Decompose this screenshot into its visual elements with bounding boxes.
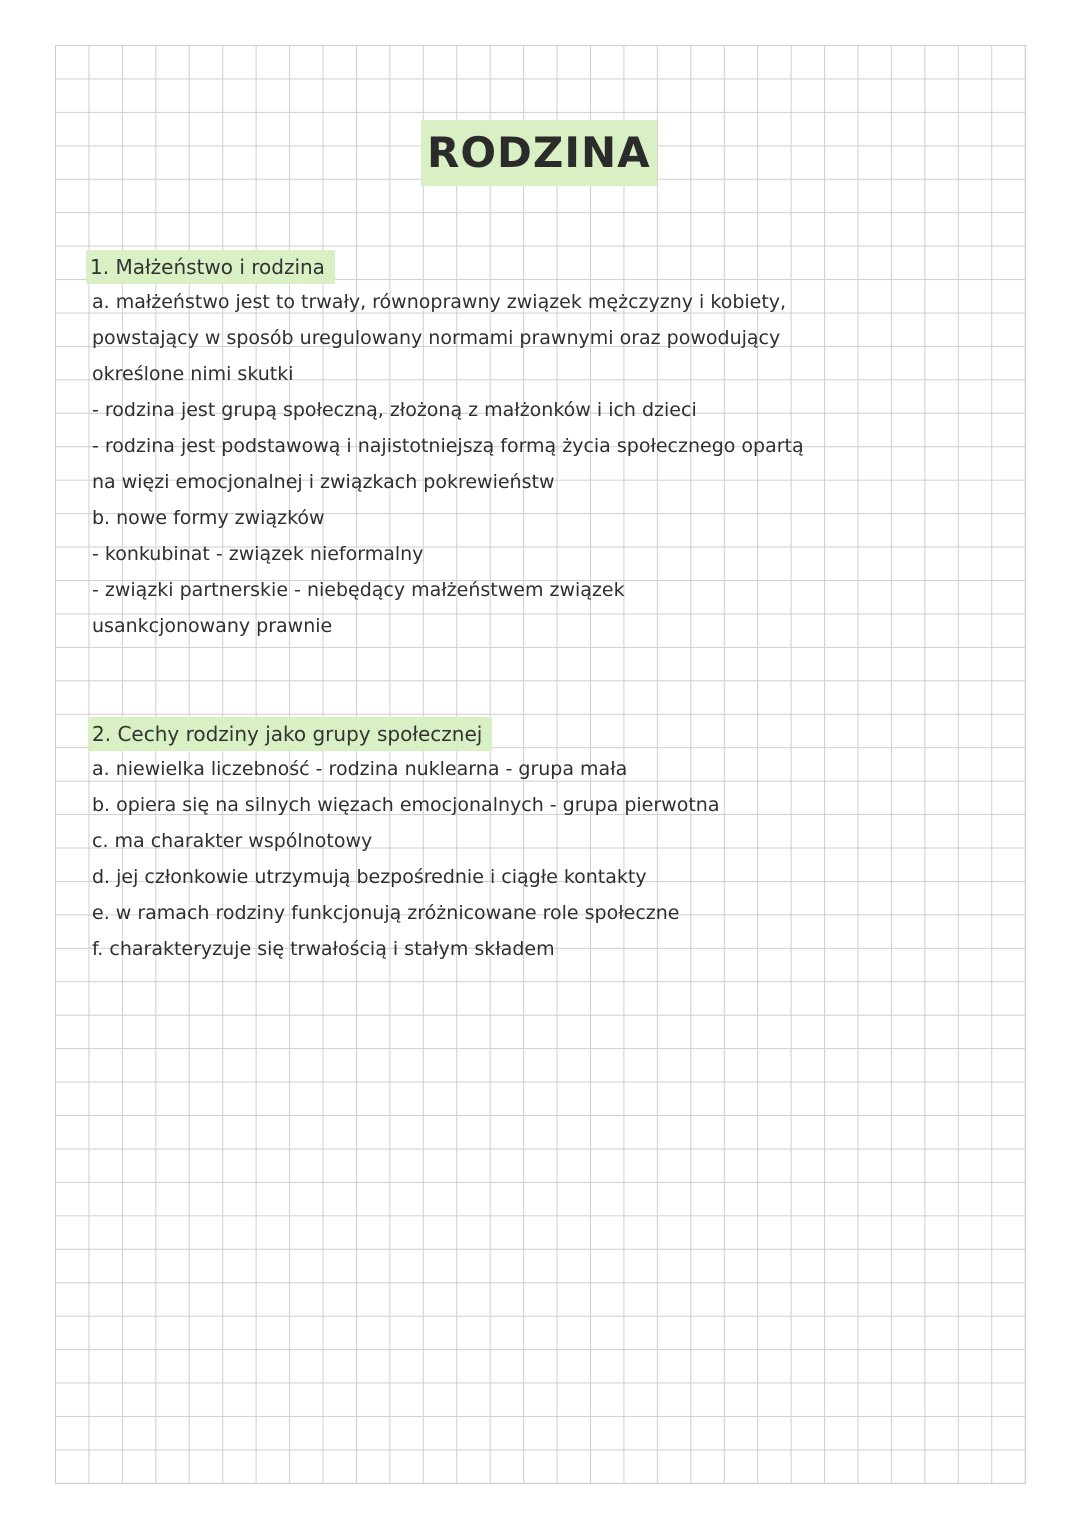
text-line: a. niewielka liczebność - rodzina nuklearna - grupa mała (92, 758, 628, 780)
text-line: a. małżeństwo jest to trwały, równoprawny związek mężczyzny i kobiety, (92, 291, 787, 313)
text-line: e. w ramach rodziny funkcjonują zróżnicowane role społeczne (92, 902, 680, 924)
text-line: c. ma charakter wspólnotowy (92, 830, 373, 852)
text-line: - związki partnerskie - niebędący małżeństwem związek (92, 579, 625, 601)
text-line: d. jej członkowie utrzymują bezpośrednie i ciągłe kontakty (92, 866, 647, 888)
text-line: - rodzina jest grupą społeczną, złożoną z małżonków i ich dzieci (92, 399, 697, 421)
section-body-marriage-family (92, 284, 804, 644)
section-body-family-features (92, 751, 792, 967)
section-heading-marriage-family: 1. Małżeństwo i rodzina (86, 250, 335, 284)
text-line: - rodzina jest podstawową i najistotniejszą formą życia społecznego opartą (92, 435, 804, 457)
text-line: usankcjonowany prawnie (92, 615, 333, 637)
text-line: b. nowe formy związków (92, 507, 325, 529)
text-line: określone nimi skutki (92, 363, 294, 385)
text-line: b. opiera się na silnych więzach emocjonalnych - grupa pierwotna (92, 794, 720, 816)
page-title: RODZINA (421, 120, 657, 186)
text-line: powstający w sposób uregulowany normami prawnymi oraz powodujący (92, 327, 781, 349)
text-line: - konkubinat - związek nieformalny (92, 543, 424, 565)
text-line: f. charakteryzuje się trwałością i stałym składem (92, 938, 555, 960)
text-line: na więzi emocjonalnej i związkach pokrewieństw (92, 471, 555, 493)
section-heading-family-features: 2. Cechy rodziny jako grupy społecznej (88, 717, 492, 751)
